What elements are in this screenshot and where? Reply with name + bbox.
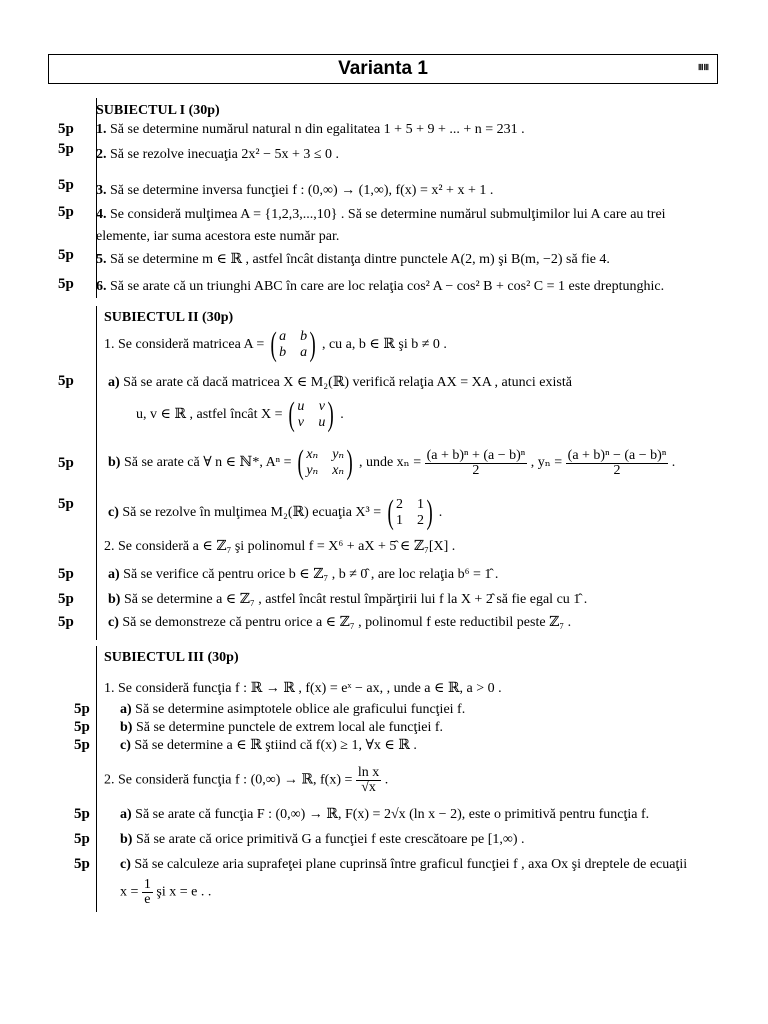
item-text: Să se determine numărul natural n din egalitatea 1 + 5 + 9 + ... + n = 231 . — [110, 122, 525, 137]
item-text: Să se arate că ∀ n ∈ ℕ*, Aⁿ = — [123, 455, 292, 471]
item-text: Să se determine m ∈ ℝ , astfel încât distanţa dintre punctele A(2, m) şi B(m, −2) să fie 4. — [110, 252, 610, 267]
title-box — [48, 54, 718, 84]
fraction-numerator: 1 — [143, 877, 151, 892]
points-label: 5p — [74, 719, 90, 735]
s3-problem-2-intro: 2. Se consideră funcţia f : (0,∞) → ℝ, f(x) = $\frac{\text{ln x}}{√x}$ . — [104, 765, 389, 795]
points-label: 5p — [74, 701, 90, 717]
s1-item-4-cont: elemente, iar suma acestora este număr par. — [96, 229, 340, 244]
matrix-cell: a — [300, 345, 308, 360]
s3-2b — [120, 831, 525, 849]
s1-item-5 — [96, 251, 610, 269]
points-label: 5p — [74, 831, 90, 847]
s1-item-3 — [96, 182, 493, 200]
s2-1a — [108, 374, 572, 392]
item-number: 1. — [96, 122, 107, 137]
matrix-cell: v — [318, 399, 325, 414]
s2-2c — [108, 614, 571, 632]
item-text: Să se verifice că pentru orice b ∈ ℤ₇ , b ≠ 0̂ , are loc relaţia b⁶ = 1̂ . — [123, 567, 499, 582]
section-rule-3 — [96, 646, 97, 912]
intro-text: , cu a, b ∈ ℝ şi b ≠ 0 . — [321, 337, 447, 353]
item-text: Să se rezolve inecuaţia 2x² − 5x + 3 ≤ 0 . — [110, 147, 340, 162]
item-text: şi x = e . . — [156, 884, 212, 900]
s3-1a — [120, 701, 465, 719]
matrix-an: ( xₙ yₙ yₙ xₙ ) — [297, 444, 353, 481]
section-1-header: SUBIECTUL I (30p) — [96, 103, 220, 118]
s3-problem-1-intro: 1. Se consideră funcţia f : ℝ → ℝ , f(x) = eˣ − ax, , unde a ∈ ℝ, a > 0 . — [104, 681, 502, 696]
matrix-a: ( a b b a ) — [270, 326, 316, 363]
item-label: c) — [120, 738, 131, 753]
f-fraction — [356, 766, 381, 795]
s2-problem-2-intro: 2. Se consideră a ∈ ℤ₇ şi polinomul f = X⁶ + aX + 5̂ ∈ ℤ₇[X] . — [104, 539, 456, 554]
item-text: Să se arate că orice primitivă G a funcţiei f este crescătoare pe [1,∞) . — [135, 832, 525, 847]
yn-fraction — [566, 449, 669, 478]
matrix-cell: 2 — [416, 513, 424, 528]
item-text: , yₙ = — [530, 455, 563, 471]
s1-item-4 — [96, 206, 666, 224]
item-label: c) — [120, 857, 131, 872]
matrix-x: ( u v v u ) — [288, 396, 335, 433]
matrix-cell: 1 — [416, 497, 424, 512]
page-title: Varianta 1 — [338, 58, 428, 79]
s2-2b — [108, 591, 587, 609]
s1-item-1 — [96, 121, 525, 139]
item-text: Să se determine asimptotele oblice ale graficului funcţiei f. — [135, 702, 466, 717]
item-text: u, v ∈ ℝ , astfel încât X = — [136, 407, 283, 423]
fraction-numerator: (a + b)ⁿ − (a − b)ⁿ — [567, 447, 667, 463]
points-label: 5p — [58, 276, 74, 292]
s2-1b: b) Să se arate că ∀ n ∈ ℕ*, Aⁿ = ( xₙ yₙ yₙ xₙ ) , unde xₙ = $\frac{\text{(a + b)ⁿ + (a − b)ⁿ}}{2}$ , yₙ = $\frac{\text{(a + b)ⁿ − (a − b)ⁿ}}{2}$ . — [108, 444, 676, 481]
item-text: Să se determine a ∈ ℝ ştiind că f(x) ≥ 1, ∀x ∈ ℝ . — [134, 738, 417, 753]
points-label: 5p — [58, 614, 74, 630]
matrix-c: ( 2 1 1 2 ) — [387, 494, 433, 531]
matrix-cell: v — [297, 415, 304, 430]
fraction-denominator: e — [144, 892, 151, 907]
matrix-cell: u — [297, 399, 305, 414]
points-label: 5p — [58, 204, 74, 220]
points-label: 5p — [58, 455, 74, 471]
item-number: 2. — [96, 147, 107, 162]
item-text: , unde xₙ = — [358, 455, 422, 471]
item-number: 3. — [96, 183, 107, 198]
points-label: 5p — [58, 247, 74, 263]
item-text: Se consideră mulţimea A = {1,2,3,...,10} . Să se determine numărul submulţimilor lui A care au trei — [110, 207, 666, 222]
item-text: Să se determine punctele de extrem local ale funcţiei f. — [135, 720, 444, 735]
s3-2a — [120, 806, 649, 824]
s3-2c — [120, 856, 687, 874]
points-label: 5p — [58, 566, 74, 582]
fraction-numerator: (a + b)ⁿ + (a − b)ⁿ — [426, 447, 526, 463]
section-2-header: SUBIECTUL II (30p) — [104, 310, 234, 325]
item-number: 4. — [96, 207, 107, 222]
points-label: 5p — [58, 591, 74, 607]
s2-1c: c) Să se rezolve în mulţimea M₂(ℝ) ecuaţia X³ = ( 2 1 1 2 ) . — [108, 494, 443, 531]
one-over-e-fraction — [142, 878, 153, 907]
matrix-cell: a — [279, 329, 287, 344]
item-number: 5. — [96, 252, 107, 267]
points-label: 5p — [58, 141, 74, 157]
matrix-cell: 2 — [395, 497, 403, 512]
item-number: 6. — [96, 279, 107, 294]
matrix-cell: yₙ — [306, 463, 319, 478]
item-text: x = — [120, 884, 139, 900]
item-label: b) — [108, 592, 121, 607]
item-text: Să se arate că dacă matricea X ∈ M₂(ℝ) verifică relaţia AX = XA , atunci există — [123, 375, 572, 390]
matrix-cell: xₙ — [306, 447, 319, 462]
item-label: b) — [120, 832, 133, 847]
item-label: c) — [108, 505, 119, 521]
intro-text: 2. Se consideră funcţia f : (0,∞) → ℝ, f(x) = — [104, 772, 353, 788]
s2-2a — [108, 566, 498, 584]
item-label: a) — [120, 807, 132, 822]
s3-2c-cont — [120, 878, 211, 907]
item-text: Să se rezolve în mulţimea M₂(ℝ) ecuaţia X³ = — [122, 505, 382, 521]
item-text: Să se demonstreze că pentru orice a ∈ ℤ₇ , polinomul f este reductibil peste ℤ₇ . — [122, 615, 572, 630]
item-text: Să se calculeze aria suprafeţei plane cuprinsă între graficul funcţiei f , axa Ox şi dreptele de ecuaţii — [134, 857, 688, 872]
points-label: 5p — [58, 496, 74, 512]
item-label: a) — [108, 567, 120, 582]
section-rule-2 — [96, 306, 97, 640]
item-label: c) — [108, 615, 119, 630]
matrix-cell: b — [300, 329, 308, 344]
points-label: 5p — [74, 856, 90, 872]
section-3-header: SUBIECTUL III (30p) — [104, 650, 239, 665]
item-text: Să se arate că un triunghi ABC în care are loc relaţia cos² A − cos² B + cos² C = 1 este dreptunghic. — [110, 279, 665, 294]
points-label: 5p — [58, 373, 74, 389]
matrix-cell: u — [318, 415, 326, 430]
matrix-cell: yₙ — [332, 447, 345, 462]
item-label: b) — [120, 720, 133, 735]
item-label: a) — [120, 702, 132, 717]
fraction-denominator: √x — [361, 780, 376, 795]
s1-item-6 — [96, 278, 664, 296]
matrix-cell: 1 — [395, 513, 403, 528]
s2-1a-cont: u, v ∈ ℝ , astfel încât X = ( u v v u ) . — [136, 396, 344, 433]
item-label: b) — [108, 455, 121, 471]
matrix-cell: b — [279, 345, 287, 360]
points-label: 5p — [74, 806, 90, 822]
fraction-numerator: ln x — [357, 765, 380, 780]
item-text: Să se arate că funcţia F : (0,∞) → ℝ, F(x) = 2√x (ln x − 2), este o primitivă pentru funcţia f. — [135, 807, 650, 822]
points-label: 5p — [74, 737, 90, 753]
points-label: 5p — [58, 121, 74, 137]
title-mark: ⅢⅢ — [697, 63, 709, 72]
item-text: Să se determine a ∈ ℤ₇ , astfel încât restul împărţirii lui f la X + 2̂ să fie egal cu 1̂ . — [123, 592, 588, 607]
item-label: a) — [108, 375, 120, 390]
xn-fraction — [425, 449, 528, 478]
fraction-denominator: 2 — [613, 462, 621, 478]
intro-text: 1. Se consideră matricea A = — [104, 337, 265, 353]
s1-item-2 — [96, 146, 339, 164]
fraction-denominator: 2 — [472, 462, 480, 478]
item-text: Să se determine inversa funcţiei f : (0,∞) → (1,∞), f(x) = x² + x + 1 . — [110, 183, 494, 198]
matrix-cell: xₙ — [332, 463, 345, 478]
points-label: 5p — [58, 177, 74, 193]
s2-problem-1-intro — [104, 328, 447, 362]
s3-1c — [120, 737, 417, 755]
s3-1b — [120, 719, 443, 737]
